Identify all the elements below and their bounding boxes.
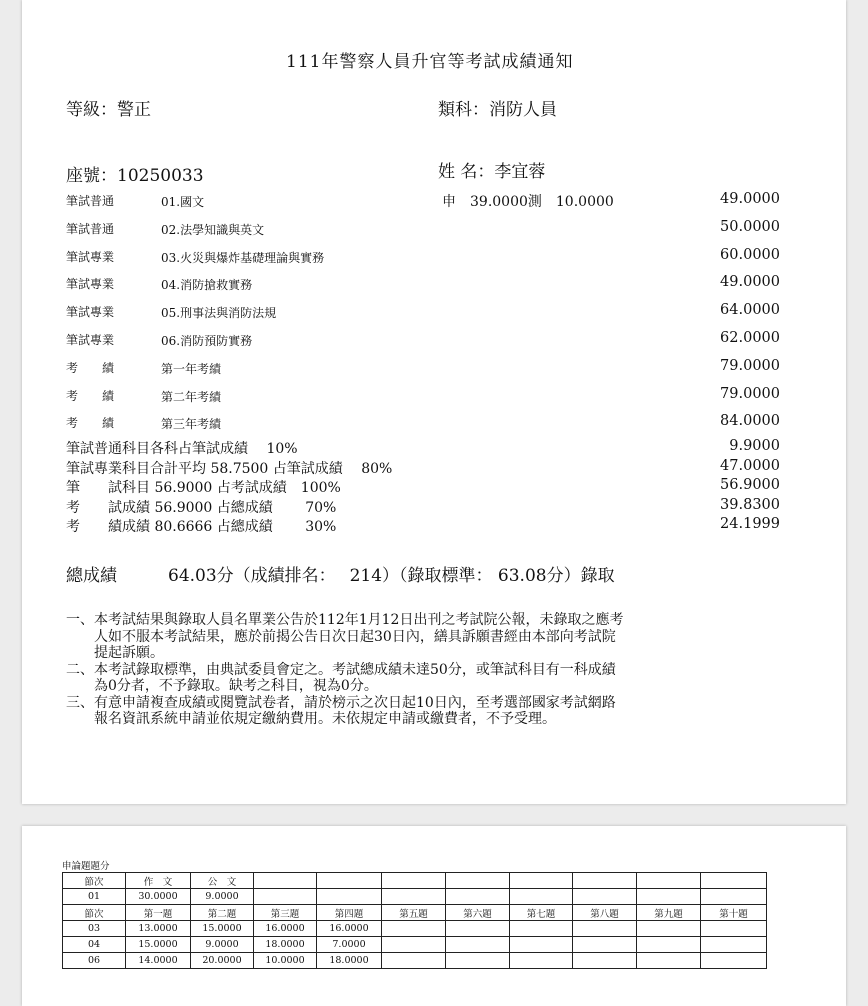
table-row	[63, 921, 767, 937]
table-cell	[701, 921, 767, 937]
subject-name: 第二年考績	[161, 389, 222, 404]
table-cell	[637, 921, 701, 937]
table-cell: 15.0000	[126, 937, 191, 953]
table-row	[63, 873, 767, 889]
subject-score: 79.0000	[720, 385, 780, 402]
table-cell	[446, 921, 510, 937]
table-cell: 第五題	[382, 905, 446, 921]
table-cell	[510, 873, 573, 889]
table-cell: 節次	[63, 905, 126, 921]
summary-score: 39.8300	[720, 496, 780, 513]
table-row	[63, 889, 767, 905]
summary-text: 筆試普通科目各科占筆試成績 10%	[66, 441, 298, 457]
table-cell	[317, 873, 382, 889]
table-cell	[573, 953, 637, 969]
table-cell: 節次	[63, 873, 126, 889]
table-cell	[573, 873, 637, 889]
essay-score-page	[22, 826, 846, 1006]
table-cell: 第二題	[191, 905, 254, 921]
table-cell: 第九題	[637, 905, 701, 921]
table-cell: 9.0000	[191, 889, 254, 905]
table-cell: 15.0000	[191, 921, 254, 937]
subject-type: 考 績	[66, 360, 115, 375]
subject-score: 64.0000	[720, 302, 780, 319]
subject-name: 02.法學知識與英文	[161, 222, 265, 237]
table-cell	[382, 953, 446, 969]
summary-score: 24.1999	[720, 516, 780, 532]
note-line: 人如不服本考試結果，應於前揭公告日次日起30日內，繕具訴願書經由本部向考試院	[66, 628, 616, 645]
table-cell	[446, 953, 510, 969]
subject-type: 筆試專業	[66, 333, 115, 347]
table-cell	[510, 889, 573, 905]
subject-name: 第三年考績	[161, 417, 222, 432]
subject-name: 04.消防搶救實務	[161, 278, 253, 293]
table-cell	[637, 873, 701, 889]
table-cell	[701, 889, 767, 905]
subject-type: 考 績	[66, 416, 115, 431]
table-cell	[254, 889, 317, 905]
table-row	[63, 953, 767, 969]
essay-score-table	[62, 872, 767, 969]
subject-score: 84.0000	[720, 413, 780, 430]
summary-score: 56.9000	[720, 477, 780, 493]
table-cell: 9.0000	[191, 937, 254, 953]
table-cell: 第三題	[254, 905, 317, 921]
table-cell	[573, 921, 637, 937]
notice-title: 111年警察人員升官等考試成績通知	[286, 52, 574, 72]
summary-score: 9.9000	[729, 438, 780, 454]
table-cell	[573, 937, 637, 953]
table-row	[63, 937, 767, 953]
table-cell: 30.0000	[126, 889, 191, 905]
table-cell: 作 文	[126, 873, 191, 889]
table-cell: 18.0000	[317, 953, 382, 969]
table-cell	[637, 953, 701, 969]
table-cell: 7.0000	[317, 937, 382, 953]
category-label: 類科：消防人員	[438, 100, 557, 120]
table-cell	[382, 937, 446, 953]
table-cell: 03	[63, 921, 126, 937]
seat-number: 座號：10250033	[66, 166, 204, 186]
table-cell	[382, 921, 446, 937]
table-cell	[510, 937, 573, 953]
table-cell	[382, 873, 446, 889]
subject-detail: 申 39.0000測 10.0000	[442, 194, 614, 210]
subject-score: 50.0000	[720, 218, 780, 235]
table-cell: 10.0000	[254, 953, 317, 969]
table-cell	[510, 921, 573, 937]
subject-score: 60.0000	[720, 246, 780, 263]
table-cell: 13.0000	[126, 921, 191, 937]
table-cell	[701, 937, 767, 953]
subject-score: 62.0000	[720, 330, 780, 346]
examinee-name: 姓 名：李宜蓉	[438, 162, 546, 182]
table-cell: 06	[63, 953, 126, 969]
subject-type: 筆試專業	[66, 249, 115, 264]
table-cell	[701, 873, 767, 889]
subject-score: 49.0000	[720, 274, 780, 291]
table-cell: 第十題	[701, 905, 767, 921]
subject-score: 49.0000	[720, 191, 780, 207]
summary-text: 考 績成績 80.6666 占總成績 30%	[66, 519, 337, 535]
table-row	[63, 905, 767, 921]
table-cell: 14.0000	[126, 953, 191, 969]
table-cell: 第六題	[446, 905, 510, 921]
table-cell: 第八題	[573, 905, 637, 921]
note-line: 一、本考試結果與錄取人員名單業公告於112年1月12日出刊之考試院公報，未錄取之應考	[66, 612, 624, 628]
total-score-line: 總成績 64.03分（成績排名： 214）（錄取標準： 63.08分）錄取	[66, 566, 615, 586]
summary-text: 筆 試科目 56.9000 占考試成績 100%	[66, 480, 341, 496]
table-cell: 20.0000	[191, 953, 254, 969]
subject-type: 考 績	[66, 388, 115, 403]
subject-name: 第一年考績	[161, 361, 222, 376]
table-cell	[573, 889, 637, 905]
summary-text: 筆試專業科目合計平均 58.7500 占筆試成績 80%	[66, 460, 393, 477]
subject-type: 筆試普通	[66, 194, 115, 208]
note-line: 為0分者，不予錄取。缺考之科目，視為0分。	[66, 678, 378, 694]
summary-text: 考 試成績 56.9000 占總成績 70%	[66, 499, 337, 516]
table-cell: 第七題	[510, 905, 573, 921]
table-cell	[701, 953, 767, 969]
grade-label: 等級：警正	[66, 100, 151, 120]
table-cell	[446, 873, 510, 889]
subject-name: 01.國文	[161, 195, 205, 209]
subject-type: 筆試專業	[66, 305, 115, 320]
table-cell: 16.0000	[254, 921, 317, 937]
subject-type: 筆試普通	[66, 221, 115, 236]
table-cell	[317, 889, 382, 905]
table-cell: 01	[63, 889, 126, 905]
table-cell	[510, 953, 573, 969]
subject-name: 06.消防預防實務	[161, 334, 253, 348]
table-cell: 第一題	[126, 905, 191, 921]
table-cell	[446, 937, 510, 953]
table-cell	[254, 873, 317, 889]
table-cell	[637, 889, 701, 905]
table-cell: 16.0000	[317, 921, 382, 937]
table-cell: 04	[63, 937, 126, 953]
subject-name: 03.火災與爆炸基礎理論與實務	[161, 250, 325, 265]
note-line: 二、本考試錄取標準，由典試委員會定之。考試總成績未達50分，或筆試科目有一科成績	[66, 661, 616, 678]
subject-score: 79.0000	[720, 357, 780, 374]
essay-table-caption: 申論題題分	[62, 861, 110, 872]
table-cell	[446, 889, 510, 905]
table-cell	[382, 889, 446, 905]
note-line: 報名資訊系統申請並依規定繳納費用。未依規定申請或繳費者，不予受理。	[66, 711, 556, 727]
table-cell: 公 文	[191, 873, 254, 889]
table-cell: 18.0000	[254, 937, 317, 953]
note-line: 三、有意申請複查成績或閱覽試卷者，請於榜示之次日起10日內，至考選部國家考試網路	[66, 694, 616, 711]
score-notice-page	[22, 0, 846, 804]
subject-name: 05.刑事法與消防法規	[161, 306, 277, 321]
notes-block	[66, 612, 623, 728]
summary-score: 47.0000	[720, 457, 780, 474]
note-line: 提起訴願。	[66, 645, 164, 661]
table-cell	[637, 937, 701, 953]
subject-type: 筆試專業	[66, 277, 115, 292]
table-cell: 第四題	[317, 905, 382, 921]
